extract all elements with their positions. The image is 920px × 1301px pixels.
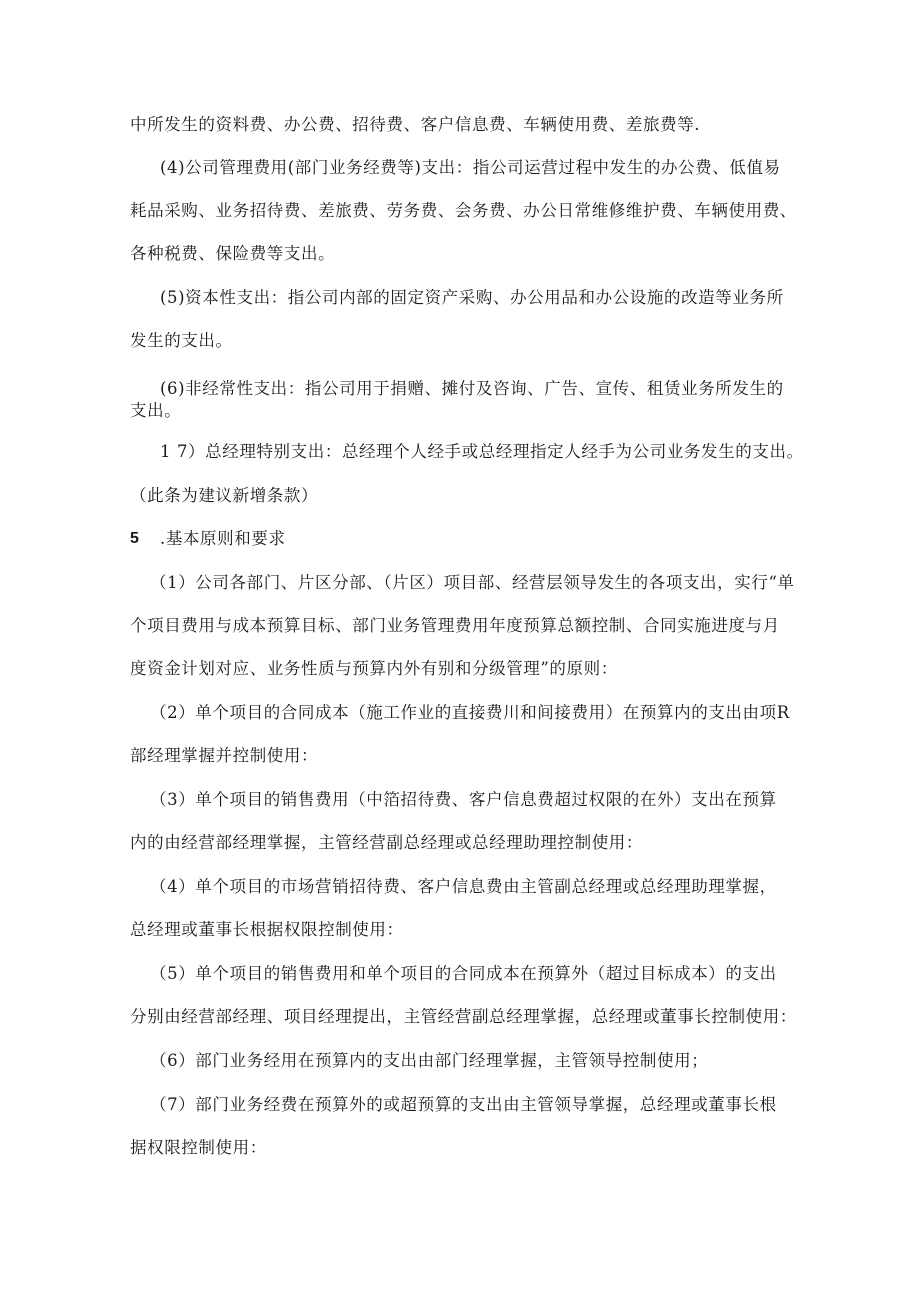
section-number: 5	[130, 530, 139, 547]
paragraph-line: （5）单个项目的销售费用和单个项目的合同成本在预算外（超过目标成本）的支出	[150, 964, 777, 983]
paragraph-line: (5)资本性支出：指公司内部的固定资产采购、办公用品和办公设施的改造等业务所	[160, 288, 784, 307]
paragraph-line: （此条为建议新增条款）	[130, 486, 319, 505]
paragraph-line: （7）部门业务经费在预算外的或超预算的支出由主管领导掌握，总经理或董事长根	[150, 1095, 777, 1114]
paragraph-line: （1）公司各部门、片区分部、（片区）项目部、经营层领导发生的各项支出，实行“单	[150, 573, 795, 592]
paragraph-line: 据权限控制使用：	[130, 1138, 267, 1157]
paragraph-line: 分别由经营部经理、项目经理提出，主管经营副总经理掌握，总经理或董事长控制使用：	[130, 1007, 797, 1026]
paragraph-line: （6）部门业务经用在预算内的支出由部门经理掌握，主管领导控制使用；	[150, 1051, 709, 1070]
paragraph-line: (6)非经常性支出：指公司用于捐赠、摊付及咨询、广告、宣传、租赁业务所发生的	[160, 379, 784, 398]
paragraph-line: 内的由经营部经理掌握，主管经营副总经理或总经理助理控制使用：	[130, 833, 643, 852]
section-heading: .基本原则和要求	[160, 529, 286, 548]
paragraph-line: 中所发生的资料费、办公费、招待费、客户信息费、车辆使用费、差旅费等.	[130, 115, 701, 134]
paragraph-line: 各种税费、保险费等支出。	[130, 244, 336, 263]
paragraph-line: 发生的支出。	[130, 331, 233, 350]
paragraph-line: （3）单个项目的销售费用（中箔招待费、客户信息费超过权限的在外）支出在预算	[150, 790, 777, 809]
paragraph-line: 支出。	[130, 401, 182, 420]
paragraph-line: （4）单个项目的市场营销招待费、客户信息费由主管副总经理或总经理助理掌握，	[150, 877, 777, 896]
paragraph-line: （2）单个项目的合同成本（施工作业的直接费川和间接费用）在预算内的支出由项R	[150, 703, 790, 722]
paragraph-line: (4)公司管理费用(部门业务经费等)支出：指公司运营过程中发生的办公费、低值易	[160, 158, 781, 177]
paragraph-line: 耗品采购、业务招待费、差旅费、劳务费、会务费、办公日常维修维护费、车辆使用费、	[130, 201, 797, 220]
paragraph-line: 1 7）总经理特别支出：总经理个人经手或总经理指定人经手为公司业务发生的支出。	[160, 442, 804, 461]
paragraph-line: 部经理掌握并控制使用：	[130, 746, 319, 765]
paragraph-line: 个项目费用与成本预算目标、部门业务管理费用年度预算总额控制、合同实施进度与月	[130, 616, 780, 635]
paragraph-line: 总经理或董事长根据权限控制使用：	[130, 920, 404, 939]
paragraph-line: 度资金计划对应、业务性质与预算内外有别和分级管理”的原则：	[130, 659, 618, 678]
